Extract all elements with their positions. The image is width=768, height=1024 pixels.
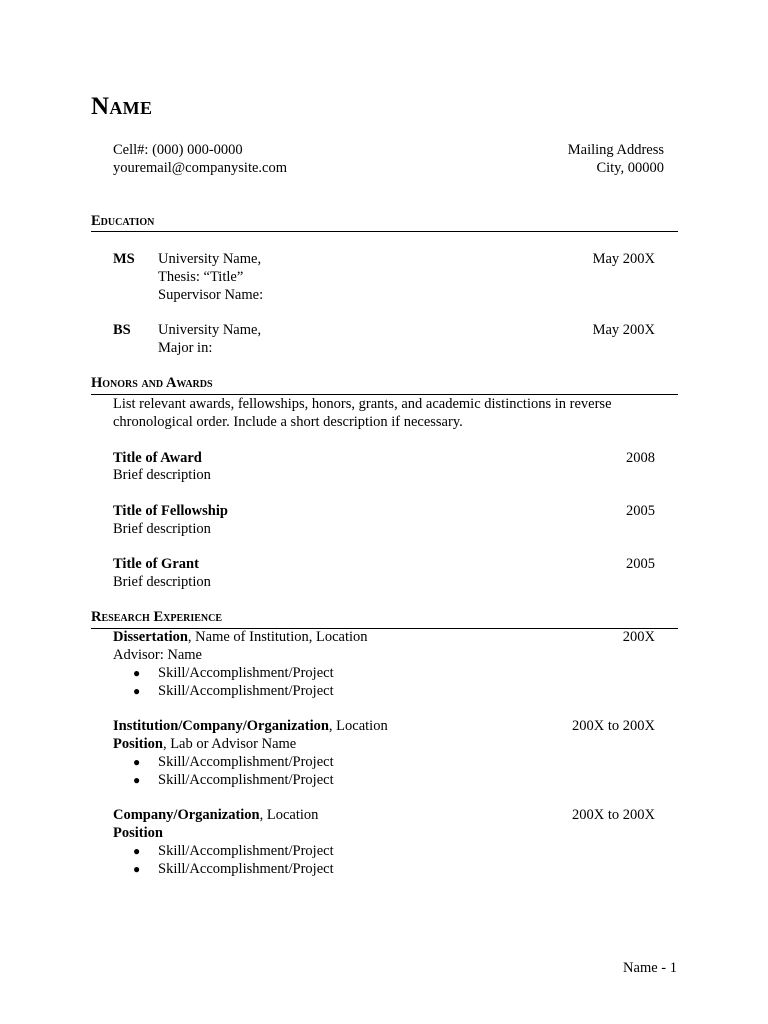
bullet-icon: ● [133,755,141,769]
section-divider [91,394,678,395]
bs-date: May 200X [592,322,655,338]
position-title: Position [113,825,163,841]
section-heading-honors: Honors and Awards [91,375,213,391]
section-heading-education: Education [91,213,155,229]
city-zip: City, 00000 [596,160,664,176]
research-org: Institution/Company/Organization [113,718,329,734]
research-bullet-text: Skill/Accomplishment/Project [158,772,334,788]
bullet-icon: ● [133,844,141,858]
position-title: Position [113,736,163,752]
ms-date: May 200X [592,251,655,267]
research-entry-heading [113,718,388,735]
research-advisor: Advisor: Name [113,647,202,663]
section-heading-research: Research Experience [91,609,223,625]
honor-description: Brief description [113,467,211,483]
research-bullet-text: Skill/Accomplishment/Project [158,754,334,770]
honor-year: 2008 [626,450,655,466]
honors-intro: chronological order. Include a short description if necessary. [113,414,463,430]
resume-name: Name [91,93,153,120]
bullet-icon: ● [133,684,141,698]
page-footer: Name - 1 [623,960,677,976]
research-date: 200X to 200X [572,807,655,823]
position-detail: , Lab or Advisor Name [162,736,297,752]
research-bullet-text: Skill/Accomplishment/Project [158,861,334,877]
ms-line: Supervisor Name: [158,287,264,303]
section-divider [91,231,678,232]
research-bullet-text: Skill/Accomplishment/Project [158,665,334,681]
degree-ms: MS [113,251,135,267]
honor-title: Title of Fellowship [113,503,228,519]
mailing-address: Mailing Address [567,142,664,158]
honor-description: Brief description [113,574,211,590]
research-entry-heading [113,807,318,824]
research-position [113,736,296,753]
ms-line: University Name, [158,251,262,267]
research-org-detail: , Location [328,718,388,734]
research-bullet-text: Skill/Accomplishment/Project [158,843,334,859]
ms-line: Thesis: “Title” [158,269,244,285]
honor-description: Brief description [113,521,211,537]
research-position [113,825,163,842]
honors-intro: List relevant awards, fellowships, honors, grants, and academic distinctions in reverse [113,396,612,412]
bullet-icon: ● [133,862,141,876]
cell-number: Cell#: (000) 000-0000 [113,142,243,158]
bs-line: University Name, [158,322,262,338]
research-date: 200X to 200X [572,718,655,734]
honor-title: Title of Grant [113,556,199,572]
research-org-detail: , Location [259,807,319,823]
degree-bs: BS [113,322,131,338]
research-bullet-text: Skill/Accomplishment/Project [158,683,334,699]
honor-year: 2005 [626,556,655,572]
email-address: youremail@companysite.com [113,160,288,176]
honor-title: Title of Award [113,450,202,466]
bs-line: Major in: [158,340,213,356]
research-org-detail: , Name of Institution, Location [187,629,368,645]
honor-year: 2005 [626,503,655,519]
research-date: 200X [622,629,655,645]
bullet-icon: ● [133,773,141,787]
bullet-icon: ● [133,666,141,680]
research-entry-heading [113,629,368,646]
research-org: Dissertation [113,629,188,645]
research-org: Company/Organization [113,807,260,823]
